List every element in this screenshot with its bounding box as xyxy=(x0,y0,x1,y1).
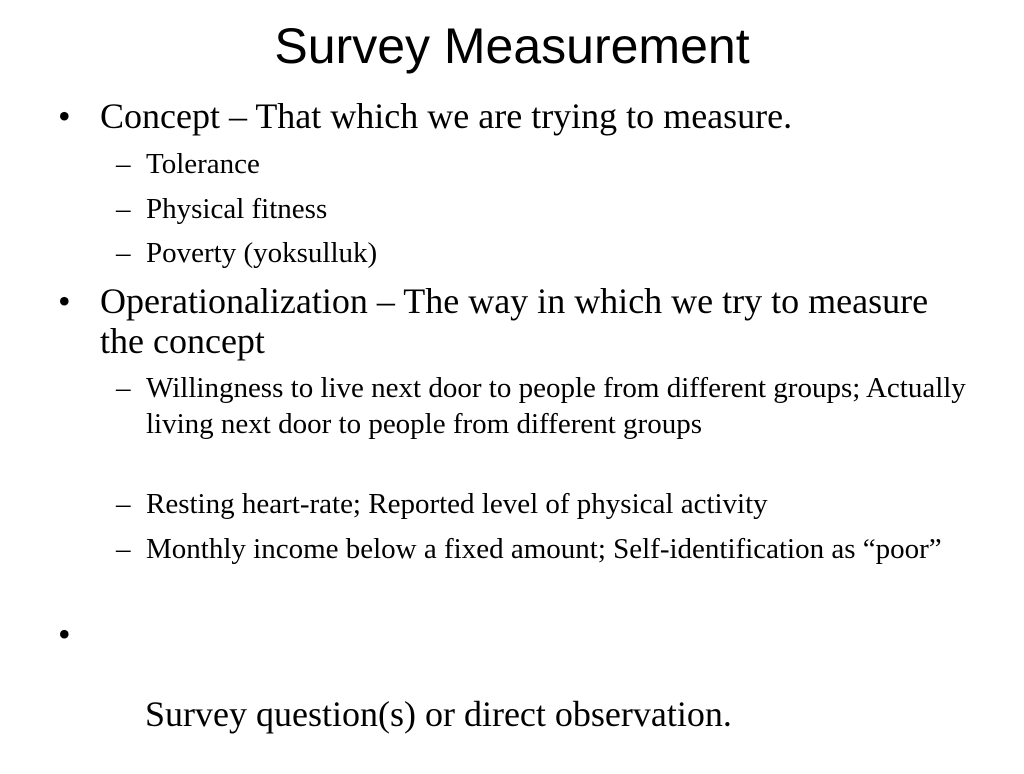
sub-bullet-text: Tolerance xyxy=(146,148,260,180)
bullet-item xyxy=(58,96,980,136)
sub-bullet-item xyxy=(116,146,976,182)
bullet-marker: • xyxy=(58,96,71,136)
bullet-text: Operationalization – The way in which we try to measure the concept xyxy=(100,281,929,361)
sub-bullet-marker: – xyxy=(116,237,131,269)
sub-bullet-item xyxy=(116,235,976,271)
bullet-item xyxy=(58,614,980,774)
sub-bullet-marker: – xyxy=(116,488,131,520)
bullet-marker: • xyxy=(58,614,71,654)
bullet-text: Survey question(s) or direct observation. xyxy=(136,694,732,734)
slide-title: Survey Measurement xyxy=(274,18,750,74)
sub-bullet-item xyxy=(116,370,976,442)
sub-bullet-text: Poverty (yoksulluk) xyxy=(146,237,378,269)
sub-bullet-text: Physical fitness xyxy=(146,193,328,225)
sub-bullet-text: Willingness to live next door to people from different groups; Actually living next door to people from different groups xyxy=(146,372,966,440)
bullet-item xyxy=(58,281,980,361)
sub-bullet-marker: – xyxy=(116,372,131,404)
sub-bullet-item xyxy=(116,486,976,522)
sub-bullet-item xyxy=(116,191,976,227)
bullet-text: Concept – That which we are trying to measure. xyxy=(100,96,793,136)
sub-bullet-marker: – xyxy=(116,193,131,225)
sub-bullet-text: Resting heart-rate; Reported level of physical activity xyxy=(146,488,768,520)
sub-bullet-text: Monthly income below a fixed amount; Self-identification as “poor” xyxy=(146,533,942,565)
sub-bullet-marker: – xyxy=(116,533,131,565)
sub-bullet-marker: – xyxy=(116,148,131,180)
bullet-marker: • xyxy=(58,281,71,321)
sub-bullet-item xyxy=(116,531,976,567)
